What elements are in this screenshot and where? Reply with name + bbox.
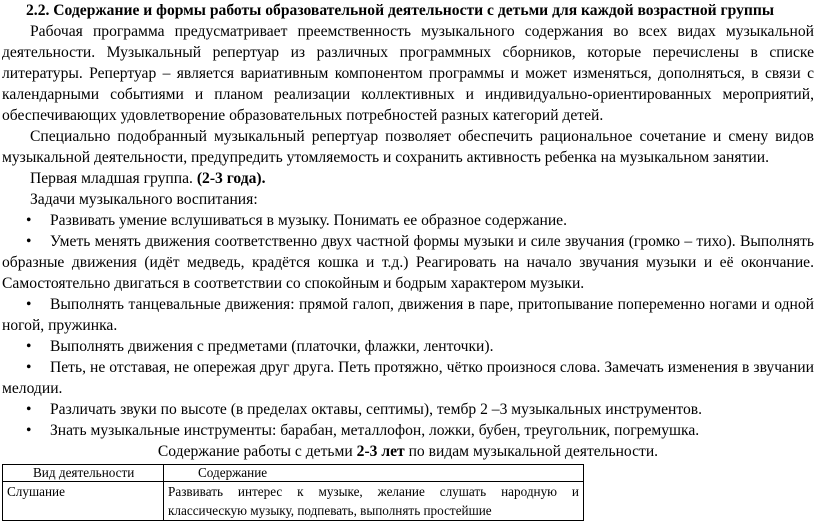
bullet-icon: • xyxy=(26,422,32,439)
caption-text: Содержание работы с детьми xyxy=(157,443,357,460)
column-header-content: Содержание xyxy=(164,465,584,482)
tasks-title: Задачи музыкального воспитания: xyxy=(30,191,258,208)
caption-tail: по видам музыкальной деятельности. xyxy=(404,443,659,460)
list-item xyxy=(2,420,814,441)
list-item-text: Различать звуки по высоте (в пределах октавы, септимы), тембр 2 –3 музыкальных инструментов. xyxy=(50,401,702,418)
group-name: Первая младшая группа. xyxy=(30,170,197,187)
bullet-icon: • xyxy=(26,401,32,418)
list-item-text: Выполнять танцевальные движения: прямой галоп, движения в паре, притопывание попеременно ногами и одной ногой, пружинка. xyxy=(2,296,814,334)
list-item-text: Выполнять движения с предметами (платочки, флажки, ленточки). xyxy=(50,338,494,355)
document-page xyxy=(2,0,814,521)
section-heading: 2.2. Содержание и формы работы образовательной деятельности с детьми для каждой возрастной группы xyxy=(26,2,775,19)
table-caption xyxy=(2,441,814,462)
table-cell-content: Развивать интерес к музыке, желание слушать народную и классическую музыку, подпевать, выполнять простейшие xyxy=(164,482,584,521)
table-header-row xyxy=(3,465,584,482)
list-item-text: Знать музыкальные инструменты: барабан, металлофон, ложки, бубен, треугольник, погремушка. xyxy=(50,422,700,439)
bullet-icon: • xyxy=(26,338,32,355)
list-item xyxy=(2,210,814,231)
list-item-text: Развивать умение вслушиваться в музыку. Понимать ее образное содержание. xyxy=(50,212,567,229)
column-header-activity: Вид деятельности xyxy=(3,465,164,482)
list-item-text: Уметь менять движения соответственно двух частной формы музыки и силе звучания (громко – тихо). Выполнять образные движения (идёт медведь, крадётся кошка и т.д.) Реагировать на начало звучания музыки и её окончание. Самостоятельно двигаться в соответствии со спокойным и бодрым характером музыки. xyxy=(2,233,814,292)
paragraph-repertoire: Специально подобранный музыкальный репертуар позволяет обеспечить рациональное сочетание и смену видов музыкальной деятельности, предупредить утомляемость и сохранить активность ребенка на музыкальном занятии. xyxy=(2,128,814,166)
caption-age: 2-3 лет xyxy=(356,443,405,460)
list-item-text: Петь, не отставая, не опережая друг друга. Петь протяжно, чётко произнося слова. Замечать изменения в звучании мелодии. xyxy=(2,359,814,397)
list-item xyxy=(2,336,814,357)
bullet-icon: • xyxy=(26,212,32,229)
list-item xyxy=(2,357,814,399)
list-item xyxy=(2,231,814,294)
group-line xyxy=(2,168,814,189)
list-item xyxy=(2,294,814,336)
group-age: (2-3 года). xyxy=(196,170,266,187)
table-cell-activity: Слушание xyxy=(3,482,164,521)
bullet-icon: • xyxy=(26,359,32,376)
bullet-icon: • xyxy=(26,233,32,250)
paragraph-program: Рабочая программа предусматривает преемственность музыкального содержания во всех видах музыкальной деятельности. Музыкальный репертуар из различных программных сборников, которые перечислены в списке литературы. Репертуар – является вариативным компонентом программы и может изменяться, дополняться, в связи с календарными событиями и планом реализации коллективных и индивидуально-ориентированных мероприятий, обеспечивающих удовлетворение образовательных потребностей разных категорий детей. xyxy=(2,23,814,124)
bullet-icon: • xyxy=(26,296,32,313)
list-item xyxy=(2,399,814,420)
table-row xyxy=(3,482,584,521)
activity-table xyxy=(2,464,584,521)
